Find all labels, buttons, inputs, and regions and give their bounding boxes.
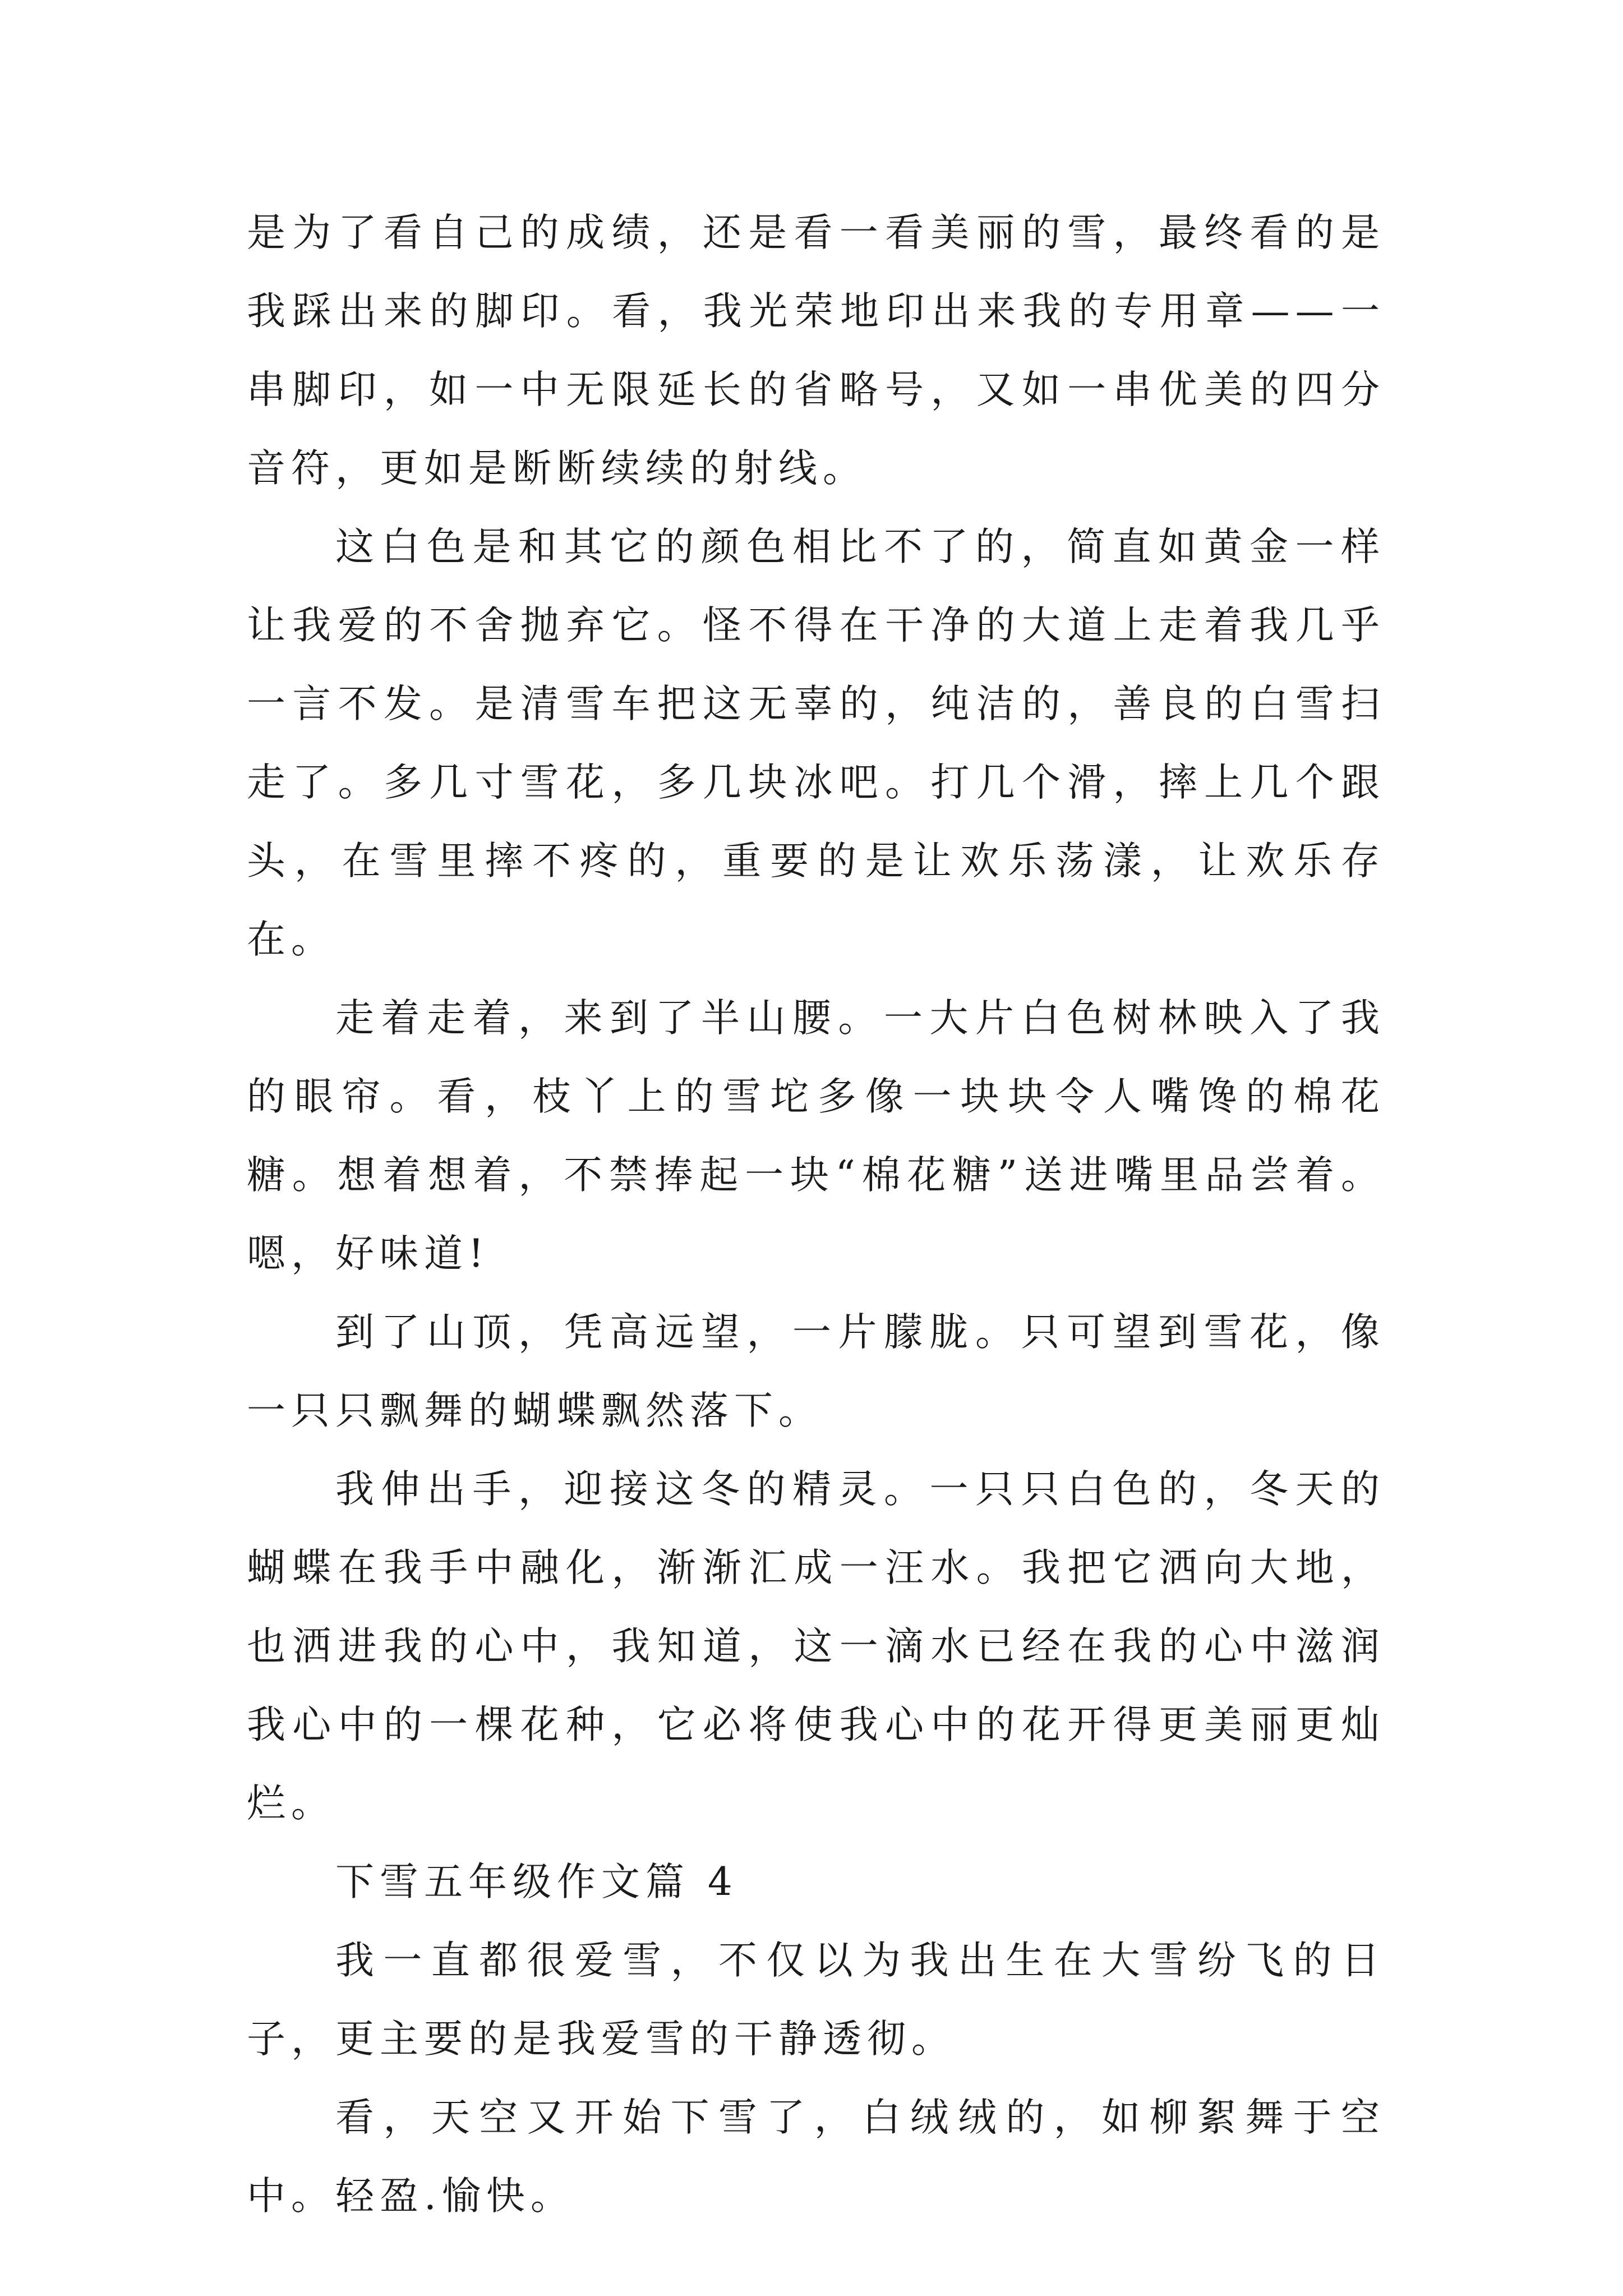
paragraph-4: 到了山顶，凭高远望，一片朦胧。只可望到雪花，像一只只飘舞的蝴蝶飘然落下。 — [247, 1310, 1385, 1433]
paragraph-6: 我一直都很爱雪，不仅以为我出生在大雪纷飞的日子，更主要的是我爱雪的干静透彻。 — [247, 1938, 1385, 2062]
paragraph-5: 我伸出手，迎接这冬的精灵。一只只白色的，冬天的蝴蝶在我手中融化，渐渐汇成一汪水。我把它洒向大地，也洒进我的心中，我知道，这一滴水已经在我的心中滋润我心中的一棵花种，它必将使我心中的花开得更美丽更灿烂。 — [247, 1467, 1385, 1826]
paragraph-2: 这白色是和其它的颜色相比不了的，简直如黄金一样让我爱的不舍抛弃它。怪不得在干净的大道上走着我几乎一言不发。是清雪车把这无辜的，纯洁的，善良的白雪扫走了。多几寸雪花，多几块冰吧。打几个滑，摔上几个跟头，在雪里摔不疼的，重要的是让欢乐荡漾，让欢乐存在。 — [247, 524, 1385, 962]
paragraph-3: 走着走着，来到了半山腰。一大片白色树林映入了我的眼帘。看，枝丫上的雪坨多像一块块令人嘴馋的棉花糖。想着想着，不禁捧起一块“棉花糖”送进嘴里品尝着。嗯，好味道! — [247, 996, 1385, 1276]
paragraph-7: 看，天空又开始下雪了，白绒绒的，如柳絮舞于空中。轻盈.愉快。 — [247, 2095, 1385, 2219]
section-heading: 下雪五年级作文篇 4 — [335, 1860, 738, 1904]
paragraph-1: 是为了看自己的成绩，还是看一看美丽的雪，最终看的是我踩出来的脚印。看，我光荣地印出来我的专用章——一串脚印，如一中无限延长的省略号，又如一串优美的四分音符，更如是断断续续的射线。 — [247, 210, 1385, 491]
document-body — [247, 194, 1385, 2235]
